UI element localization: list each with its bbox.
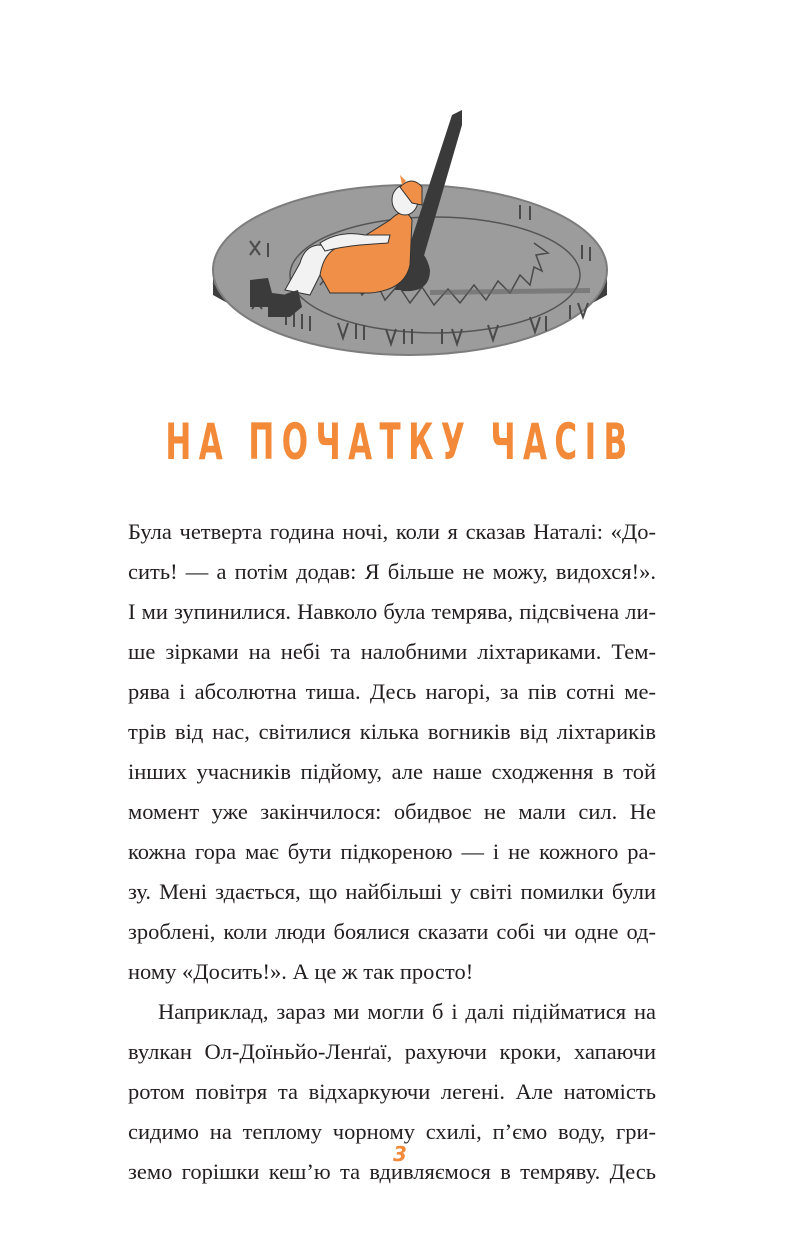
text-line: зу. Мені здається, що найбільші у світі помилки були [128,879,656,904]
text-line: рява і абсолютна тиша. Десь нагорі, за пів сотні ме- [128,679,656,704]
text-line: зроблені, коли люди боялися сказати собі чи одне од- [128,919,656,944]
text-line: І ми зупинилися. Навколо була темрява, підсвічена ли- [128,599,656,624]
text-line: ротом повітря та відхаркуючи легені. Але натомість [128,1079,656,1104]
page-number: 3 [393,1142,407,1166]
body-text [128,512,656,1192]
chapter-title: НА ПОЧАТКУ ЧАСІВ [165,413,635,471]
text-line: ше зірками на небі та налобними ліхтариками. Тем- [128,639,656,664]
text-line: Була четверта година ночі, коли я сказав Наталі: «До- [128,519,656,544]
paragraph [128,512,656,992]
text-line: кожна гора має бути підкореною — і не кожного ра- [128,839,656,864]
text-line: сить! — а потім додав: Я більше не можу, видохся!». [128,559,656,584]
sundial-illustration [190,95,630,375]
text-line: земо горішки кеш’ю та вдивляємося в темряву. Десь [128,1159,656,1184]
text-line: сидимо на теплому чорному схилі, п’ємо воду, гри- [128,1119,656,1144]
text-line: Наприклад, зараз ми могли б і далі підійматися на [158,999,656,1024]
chapter-illustration [190,95,630,375]
text-line: момент уже закінчилося: обидвоє не мали сил. Не [128,799,656,824]
text-line: трів від нас, світилися кілька вогників від ліхтариків [128,719,656,744]
text-line: ному «Досить!». А це ж так просто! [128,959,474,984]
text-line: вулкан Ол-Доїньйо-Ленґаї, рахуючи кроки, хапаючи [128,1039,656,1064]
text-line: інших учасників підйому, але наше сходження в той [128,759,656,784]
